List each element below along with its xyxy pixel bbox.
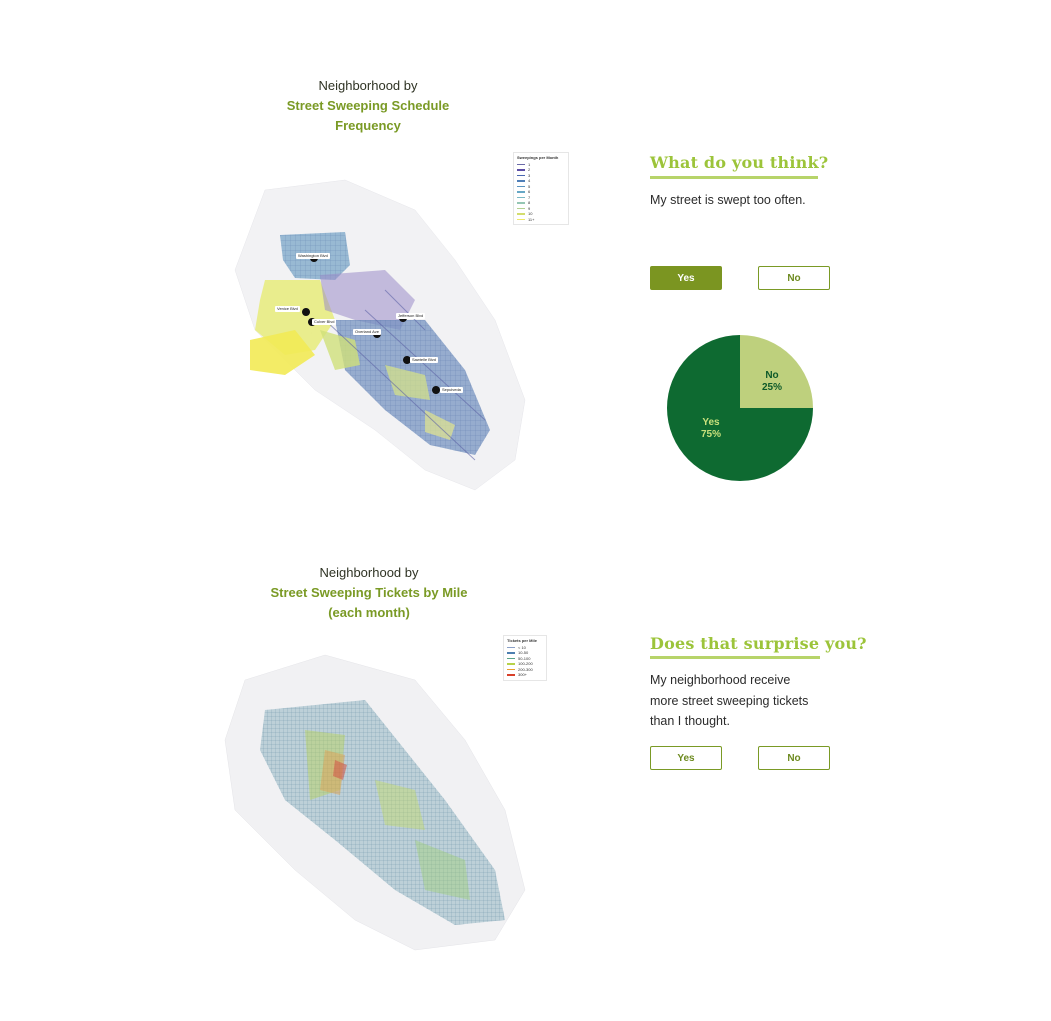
pie-label-no: No	[765, 370, 779, 381]
tickets-per-mile-map	[215, 640, 535, 960]
pie-label-yes: Yes	[702, 417, 720, 428]
frequency-legend	[513, 152, 569, 225]
legend-label: 9	[528, 205, 531, 211]
legend-title: Tickets per Mile	[507, 638, 537, 643]
legend-label: 100-200	[518, 661, 533, 666]
legend-swatch	[507, 647, 515, 649]
legend-swatch	[517, 197, 525, 199]
section2-title-line3: (each month)	[328, 605, 410, 620]
legend-item	[517, 217, 565, 223]
yes-button[interactable]: Yes	[650, 266, 722, 290]
section1-title-line3: Frequency	[335, 118, 401, 133]
no-button[interactable]: No	[758, 746, 830, 770]
question2-text-line3: than I thought.	[650, 714, 730, 728]
question2-heading: Does that surprise you?	[650, 634, 867, 653]
legend-swatch	[517, 213, 525, 215]
pie-value-no: 25%	[761, 382, 783, 393]
pin-label: Sepulveda	[442, 387, 461, 392]
legend-swatch	[507, 663, 515, 665]
legend-label: 7	[528, 194, 531, 200]
section1-title-line2: Street Sweeping Schedule	[286, 98, 450, 113]
legend-label: 300+	[518, 672, 528, 677]
legend-label: 6	[528, 189, 531, 194]
pin-label: Overland Ave	[355, 329, 379, 334]
legend-swatch	[517, 175, 525, 177]
legend-label: 5	[528, 183, 531, 189]
legend-swatch	[507, 652, 515, 654]
legend-swatch	[517, 180, 525, 182]
legend-label: 10-50	[518, 650, 529, 655]
no-button[interactable]: No	[758, 266, 830, 290]
pin-label: Washington Blvd	[298, 253, 328, 258]
legend-label: 4	[528, 178, 531, 183]
tickets-legend	[503, 635, 547, 681]
sweeping-frequency-map	[225, 170, 535, 500]
legend-label: 200-300	[518, 666, 533, 672]
legend-swatch	[507, 658, 515, 660]
pin-label: Culver Blvd	[314, 319, 335, 324]
legend-swatch	[517, 169, 525, 171]
legend-label: 2	[528, 167, 531, 172]
section2-title-line2: Street Sweeping Tickets by Mile	[270, 585, 468, 600]
legend-label: 3	[528, 172, 531, 178]
legend-swatch	[517, 208, 525, 210]
legend-swatch	[507, 669, 515, 671]
question2-text	[650, 670, 808, 732]
legend-label: 8	[528, 200, 531, 205]
legend-swatch	[517, 164, 525, 166]
legend-label: 10	[528, 211, 533, 216]
question2-underline	[650, 656, 820, 659]
legend-label: 50-100	[518, 655, 531, 661]
question2-text-line2: more street sweeping tickets	[650, 693, 809, 708]
yes-button[interactable]: Yes	[650, 746, 722, 770]
response-pie-chart	[665, 333, 815, 483]
question2-text-line1: My neighborhood receive	[650, 673, 791, 687]
pie-value-yes: 75%	[700, 429, 722, 440]
legend-swatch	[517, 186, 525, 188]
legend-label: 11+	[528, 216, 535, 222]
section1-title	[258, 76, 478, 136]
legend-label: < 10	[518, 644, 526, 650]
pin-label: Sawtelle Blvd	[412, 357, 437, 362]
legend-swatch	[507, 674, 515, 676]
legend-title: Sweepings per Month	[517, 155, 559, 160]
section2-title-line1: Neighborhood by	[319, 565, 419, 580]
legend-swatch	[517, 191, 525, 193]
section1-title-line1: Neighborhood by	[318, 78, 418, 93]
legend-label: 1	[528, 161, 531, 167]
legend-swatch	[517, 202, 525, 204]
pin-label: Venice Blvd	[277, 306, 298, 311]
legend-item	[507, 672, 543, 678]
question1-underline	[650, 176, 818, 179]
legend-swatch	[517, 219, 525, 221]
question1-text: My street is swept too often.	[650, 193, 806, 207]
question1-heading: What do you think?	[650, 153, 829, 172]
pin-label: Jefferson Blvd	[398, 313, 424, 318]
section2-title	[258, 563, 480, 623]
